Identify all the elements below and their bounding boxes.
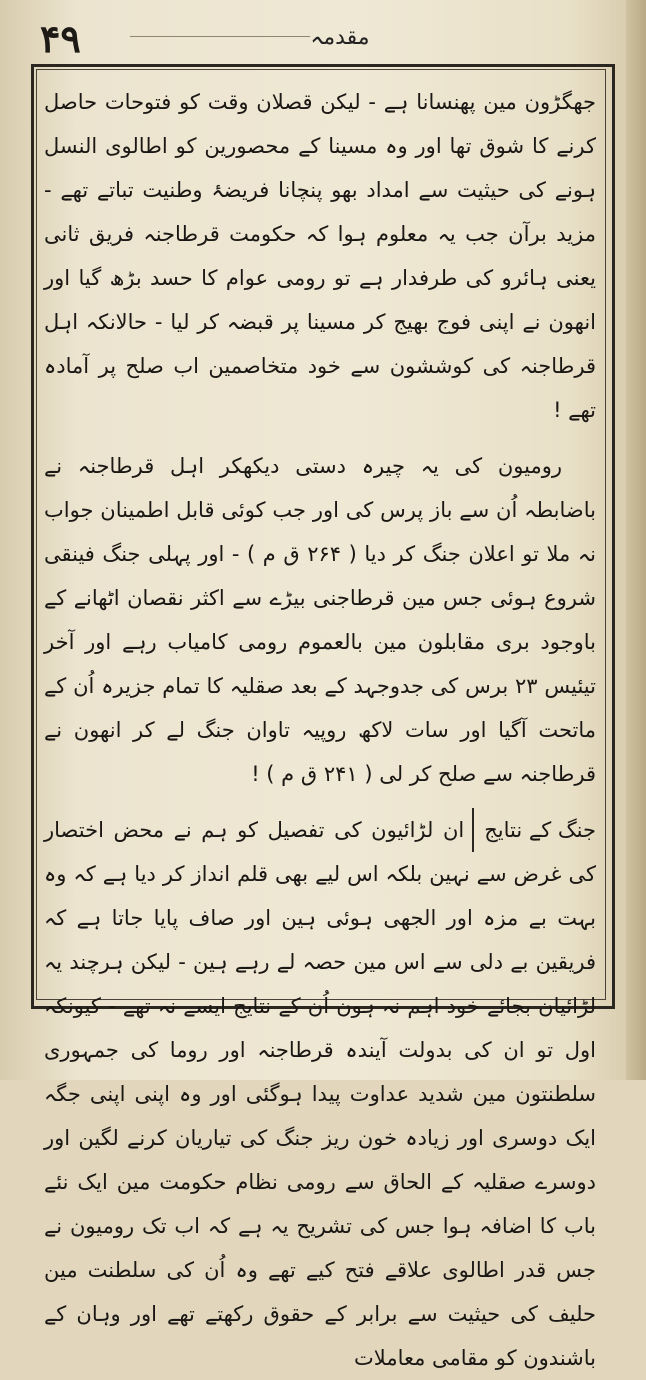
paragraph-2: رومیون کی یہ چیرہ دستی دیکھکر اہل قرطاجنہ نے باضابطہ اُن سے باز پرس کی اور جب کوئی قابل اطمینان جواب نہ ملا تو اعلان جنگ کر دیا ( ۲۶۴ ق م ) - اور پہلی جنگ فینقی شروع ہوئی جس مین قرطاجنی بیڑے سے اکثر نقصان اٹھانے کے باوجود بری مقابلون مین بالعموم رومی کامیاب رہے اور آخر تیئیس ۲۳ برس کی جدوجہد کے بعد صقلیہ کا تمام جزیرہ اُن کے ماتحت آگیا اور سات لاکھ روپیہ تاوان جنگ لے کر انھون نے قرطاجنہ سے صلح کر لی ( ۲۴۱ ق م ) ! (44, 454, 596, 786)
page-gutter (626, 0, 646, 1080)
paragraph-3-text: ان لڑائیون کی تفصیل کو ہم نے محض اختصار کی غرض سے نہین بلکہ اس لیے بھی قلم انداز کر دیا ہے کہ وہ بہت بے مزہ اور الجھی ہوئی ہین اور صاف پایا جاتا ہے کہ فریقین بے دلی سے اس مین حصہ لے رہے ہین - لیکن ہرچند یہ لڑائیان بجائے خود اہم نہ ہون اُن کے نتایج ایسے نہ تھے - کیونکہ اول تو ان کی بدولت آیندہ قرطاجنہ اور روما کی جمہوری سلطنتون مین شدید عداوت پیدا ہوگئی اور وہ اپنی اپنی جگہ ایک دوسری اور زیادہ خون ریز جنگ کی تیاریان کرنے لگین اور دوسرے صقلیہ کے الحاق سے رومی نظام حکومت مین ایک نئے باب کا اضافہ ہوا جس کی تشریح یہ ہے کہ اب تک رومیون نے جس قدر اطالوی علاقے فتح کیے تھے وہ اُن کی سلطنت مین حلیف کی حیثیت سے برابر کے حقوق رکھتے تھے اور وہان کے باشندون کو مقامی معاملات (44, 818, 596, 1370)
paragraph-3 (44, 808, 596, 1380)
side-heading-results: جنگ کے نتایج (472, 808, 596, 852)
body-text (44, 80, 596, 1370)
paragraph-1: جھگڑون مین پھنسانا ہے - لیکن قصلان وقت کو فتوحات حاصل کرنے کا شوق تھا اور وہ مسینا کے محصورین کو اطالوی النسل ہونے کی حیثیت سے امداد بھو پنچانا فریضۂ وطنیت تباتے تھے - مزید برآن جب یہ معلوم ہوا کہ حکومت قرطاجنہ فریق ثانی یعنی ہائرو کی طرفدار ہے تو رومی عوام کا حسد بڑھ گیا اور انھون نے اپنی فوج بھیج کر مسینا پر قبضہ کر لیا - حالانکہ اہل قرطاجنہ کی کوششون سے خود متخاصمین اب صلح پر آمادہ تھے ! (44, 90, 596, 422)
page-number: ۴۹ (40, 16, 81, 61)
running-head: مقدمہ (310, 25, 370, 50)
